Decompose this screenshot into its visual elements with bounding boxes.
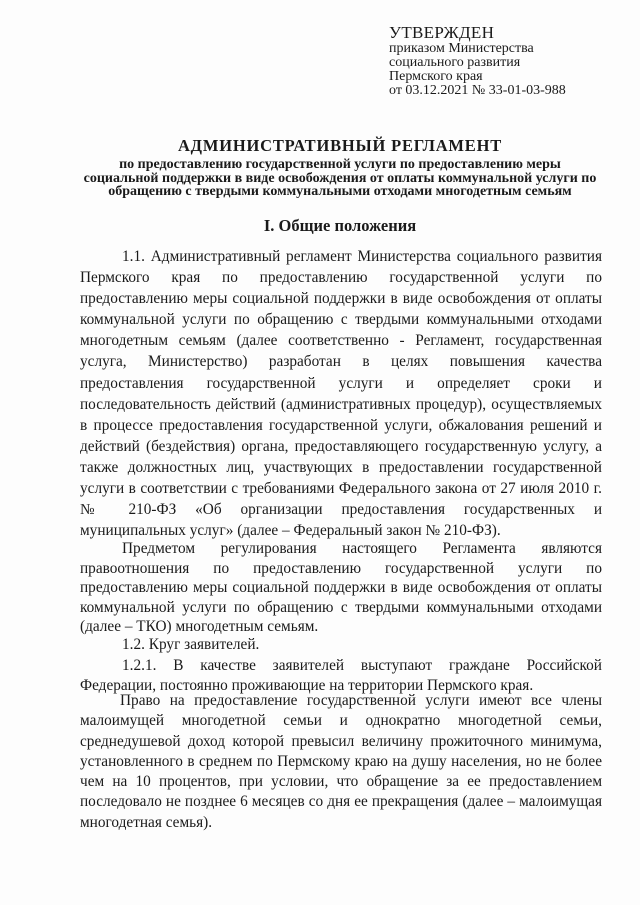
paragraph-rights-block: [80, 691, 602, 833]
paragraph-subject-block: [80, 539, 602, 637]
approval-heading: УТВЕРЖДЕН: [389, 23, 495, 42]
paragraph: 1.1. Административный регламент Министерства социального развития Пермского края по предоставлению государственной услуги по предоставлению меры социальной поддержки в виде освобождения от оплаты коммунальной услуги по обращению с твердыми коммунальными отходами многодетным семьям (далее соответственно - Регламент, государственная услуга, Министерство) разработан в целях повышения качества предоставления государственной услуги и определяет сроки и последовательность действий (административных процедур), осуществляемых в процессе предоставления государственной услуги, обжалования решений и действий (бездействия) органа, предоставляющего государственную услугу, а также должностных лиц, участвующих в предоставлении государственной услуги в соответствии с требованиями Федерального закона от 27 июля 2010 г. № 210-ФЗ «Об организации предоставления государственных и муниципальных услуг» (далее – Федеральный закон № 210-ФЗ).: [80, 248, 602, 540]
approval-line: Пермского края: [389, 69, 483, 84]
section-heading: I. Общие положения: [263, 216, 417, 235]
paragraph-applicants-block: [80, 635, 602, 697]
approval-line: социального развития: [389, 55, 521, 70]
approval-stamp: [389, 24, 629, 98]
approval-line: приказом Министерства: [389, 41, 534, 56]
document-subtitle: по предоставлению государственной услуги по предоставлению меры социальной поддержки в виде освобождения от оплаты коммунальной услуги по обращению с твердыми коммунальными отходами многодетным семьям: [83, 157, 597, 199]
document-title: АДМИНИСТРАТИВНЫЙ РЕГЛАМЕНТ: [177, 136, 503, 155]
paragraph: Предметом регулирования настоящего Регламента являются правоотношения по предоставлению государственной услуги по предоставлению меры социальной поддержки в виде освобождения от оплаты коммунальной услуги по обращению с твердыми коммунальными отходами (далее – ТКО) многодетным семьям.: [80, 540, 602, 636]
paragraph-1-1-block: [80, 246, 602, 541]
paragraph: Право на предоставление государственной услуги имеют все члены малоимущей многодетной семьи и однократно многодетной семьи, среднедушевой доход которой превысил величину прожиточного минимума, установленного в среднем по Пермскому краю на душу населения, но не более чем на 10 процентов, при условии, что обращение за ее предоставлением последовало не позднее 6 месяцев со дня ее прекращения (далее – малоимущая многодетная семья).: [80, 692, 602, 831]
paragraph: 1.2.1. В качестве заявителей выступают граждане Российской Федерации, постоянно проживающие на территории Пермского края.: [80, 656, 602, 694]
paragraph: 1.2. Круг заявителей.: [122, 636, 260, 653]
approval-date-number: от 03.12.2021 № 33-01-03-988: [389, 83, 566, 98]
